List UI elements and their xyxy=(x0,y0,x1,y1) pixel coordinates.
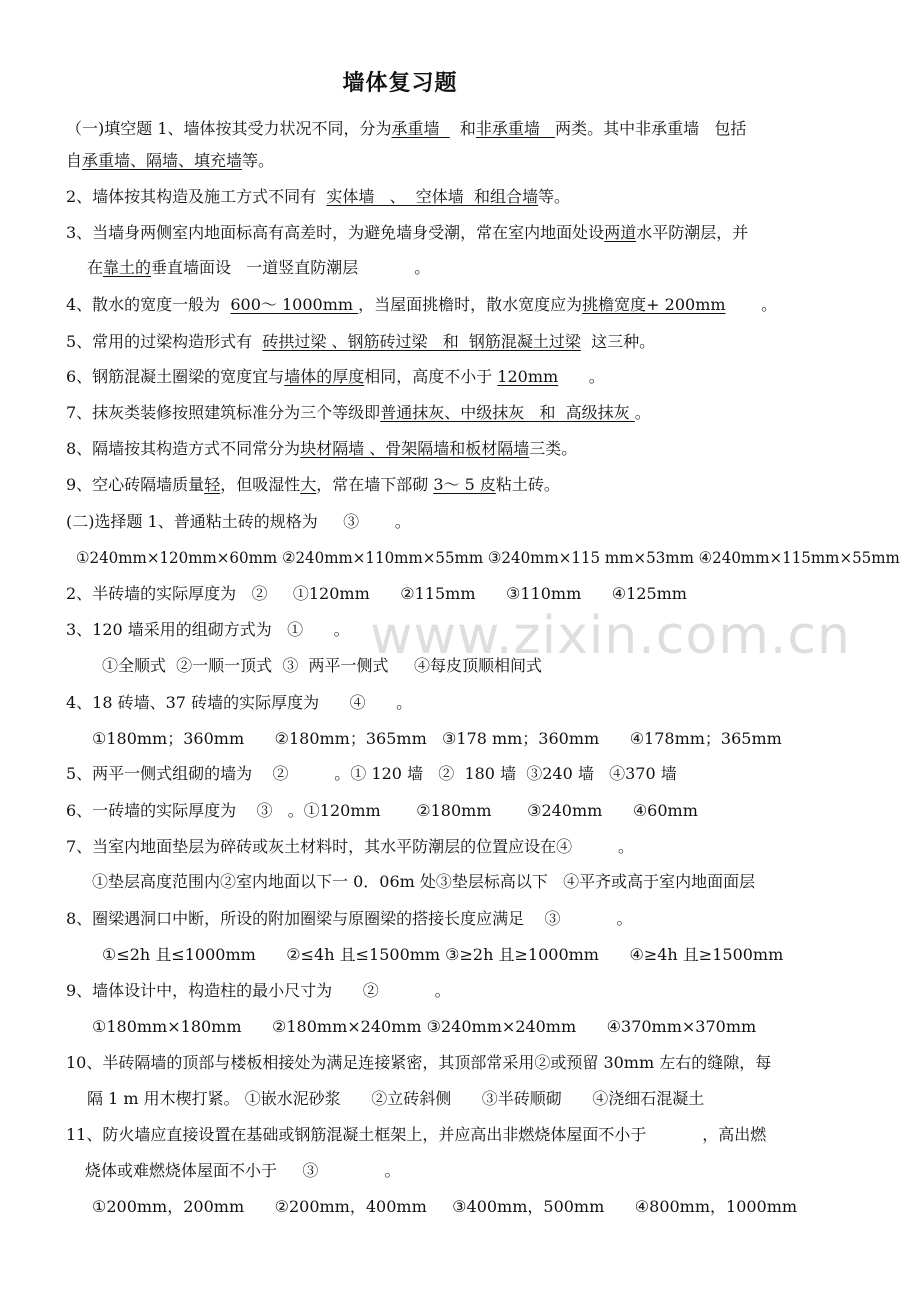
text-line xyxy=(66,908,632,930)
question-text: ，常在墙下部砌 xyxy=(316,475,434,494)
question-text: 10、半砖隔墙的顶部与楼板相接处为满足连接紧密，其顶部常采用②或预留 30mm 左右的缝隙，每 xyxy=(66,1053,772,1072)
question-text: ①≤2h 且≤1000mm ②≤4h 且≤1500mm ③≥2h 且≥1000mm ④≥4h 且≥1500mm xyxy=(102,945,784,964)
page-title: 墙体复习题 xyxy=(342,71,458,96)
text-line xyxy=(92,1196,797,1218)
question-text: 垂直墙面设 一道竖直防潮层 。 xyxy=(151,258,431,277)
text-line xyxy=(66,331,655,353)
answer-text: 挑檐宽度+ 200mm xyxy=(582,295,726,314)
text-line xyxy=(66,692,412,714)
question-text: 4、散水的宽度一般为 xyxy=(66,295,231,314)
answer-text: 块材隔墙 、骨架隔墙和板材隔墙 xyxy=(300,439,530,458)
question-text: 7、当室内地面垫层为碎砖或灰土材料时，其水平防潮层的位置应设在④ 。 xyxy=(66,837,634,856)
text-line xyxy=(66,763,677,785)
answer-text: 承重墙 xyxy=(391,119,450,138)
question-text: ①200mm，200mm ②200mm，400mm ③400mm，500mm ④800mm，1000mm xyxy=(92,1197,798,1216)
question-text: 。 xyxy=(725,295,778,314)
answer-text: 普通抹灰、中级抹灰 和 高级抹灰 xyxy=(380,403,635,422)
text-line xyxy=(66,1124,766,1146)
watermark: www.zixin.com.cn xyxy=(370,606,851,666)
text-line xyxy=(66,150,274,172)
text-line xyxy=(102,655,542,677)
question-text: ①180mm×180mm ②180mm×240mm ③240mm×240mm ④370mm×370mm xyxy=(92,1017,757,1036)
text-line xyxy=(66,474,560,496)
question-text: 在 xyxy=(87,258,104,277)
question-text: 5、常用的过梁构造形式有 xyxy=(66,332,263,351)
answer-text: 两道 xyxy=(604,223,637,242)
text-line xyxy=(85,1160,401,1182)
question-text: （一)填空题 1、墙体按其受力状况不同，分为 xyxy=(66,119,392,138)
text-line xyxy=(92,728,782,750)
answer-text: 3～ 5 皮 xyxy=(433,475,496,494)
answer-text: 轻 xyxy=(204,475,221,494)
question-text: ①240mm×120mm×60mm ②240mm×110mm×55mm ③240mm×115 mm×53mm ④240mm×115mm×55mm xyxy=(76,548,900,567)
question-text: 隔 1 m 用木楔打紧。 ①嵌水泥砂浆 ②立砖斜侧 ③半砖顺砌 ④浇细石混凝土 xyxy=(87,1089,705,1108)
question-text: 6、一砖墙的实际厚度为 ③ 。①120mm ②180mm ③240mm ④60mm xyxy=(66,801,698,820)
text-line xyxy=(66,980,451,1002)
question-text: 8、隔墙按其构造方式不同常分为 xyxy=(66,439,301,458)
question-text: ①垫层高度范围内②室内地面以下一 0．06m 处③垫层标高以下 ④平齐或高于室内地面面层 xyxy=(92,872,756,891)
question-text: 两类。其中非承重墙 包括 xyxy=(555,119,747,138)
question-text: 2、墙体按其构造及施工方式不同有 xyxy=(66,187,327,206)
text-line xyxy=(76,547,900,569)
text-line xyxy=(66,836,634,858)
question-text: ，当屋面挑檐时，散水宽度应为 xyxy=(358,295,583,314)
answer-text: 120mm xyxy=(497,367,559,386)
answer-text: 大 xyxy=(300,475,317,494)
question-text: (二)选择题 1、普通粘土砖的规格为 ③ 。 xyxy=(66,512,411,531)
question-text: 4、18 砖墙、37 砖墙的实际厚度为 ④ 。 xyxy=(66,693,413,712)
question-text: 。 xyxy=(558,367,605,386)
question-text: 6、钢筋混凝土圈梁的宽度宜与 xyxy=(66,367,285,386)
question-text: 3、120 墙采用的组砌方式为 ① 。 xyxy=(66,620,350,639)
question-text: 等。 xyxy=(242,151,275,170)
answer-text: 实体墙 、 空体墙 和组合墙 xyxy=(326,187,538,206)
question-text: ，但吸湿性 xyxy=(220,475,301,494)
text-line xyxy=(92,1016,756,1038)
answer-text: 600～ 1000mm xyxy=(230,295,359,314)
question-text: 5、两平一侧式组砌的墙为 ② 。① 120 墙 ② 180 墙 ③240 墙 ④370 墙 xyxy=(66,764,677,783)
answer-text: 砖拱过梁 、钢筋砖过梁 和 钢筋混凝土过梁 xyxy=(262,332,581,351)
question-text: ①全顺式 ②一顺一顶式 ③ 两平一侧式 ④每皮顶顺相间式 xyxy=(102,656,542,675)
question-text: 3、当墙身两侧室内地面标高有高差时，为避免墙身受潮，常在室内地面处设 xyxy=(66,223,605,242)
text-line xyxy=(66,366,605,388)
text-line xyxy=(66,800,698,822)
text-line xyxy=(66,511,411,533)
question-text: 粘土砖。 xyxy=(495,475,560,494)
question-text: 9、空心砖隔墙质量 xyxy=(66,475,205,494)
text-line xyxy=(66,583,687,605)
text-line xyxy=(66,294,777,316)
text-line xyxy=(92,871,755,893)
question-text: ①180mm；360mm ②180mm；365mm ③178 mm；360mm ④178mm；365mm xyxy=(92,729,782,748)
text-line xyxy=(66,186,570,208)
question-text: 三类。 xyxy=(529,439,578,458)
text-line xyxy=(102,944,783,966)
question-text: 自 xyxy=(66,151,83,170)
question-text: 等。 xyxy=(537,187,570,206)
text-line xyxy=(66,222,748,244)
question-text: 烧体或难燃烧体屋面不小于 ③ 。 xyxy=(85,1161,401,1180)
question-text: 相同，高度不小于 xyxy=(364,367,498,386)
answer-text: 靠土的 xyxy=(103,258,152,277)
answer-text: 墙体的厚度 xyxy=(284,367,365,386)
question-text: 这三种。 xyxy=(580,332,656,351)
answer-text: 承重墙、隔墙、填充墙 xyxy=(82,151,243,170)
text-line xyxy=(66,619,350,641)
text-line xyxy=(66,438,577,460)
text-line xyxy=(87,257,430,279)
answer-text: 非承重墙 xyxy=(475,119,556,138)
question-text: 11、防火墙应直接设置在基础或钢筋混凝土框架上，并应高出非燃烧体屋面不小于 ，高出燃 xyxy=(66,1125,767,1144)
question-text: 。 xyxy=(634,403,651,422)
question-text: 水平防潮层，并 xyxy=(636,223,749,242)
question-text: 和 xyxy=(449,119,476,138)
question-text: 7、抹灰类装修按照建筑标准分为三个等级即 xyxy=(66,403,381,422)
question-text: 2、半砖墙的实际厚度为 ② ①120mm ②115mm ③110mm ④125mm xyxy=(66,584,687,603)
text-line xyxy=(66,1052,771,1074)
text-line xyxy=(87,1088,704,1110)
text-line xyxy=(66,402,651,424)
text-line xyxy=(66,118,746,140)
question-text: 9、墙体设计中，构造柱的最小尺寸为 ② 。 xyxy=(66,981,451,1000)
question-text: 8、圈梁遇洞口中断，所设的附加圈梁与原圈梁的搭接长度应满足 ③ 。 xyxy=(66,909,633,928)
